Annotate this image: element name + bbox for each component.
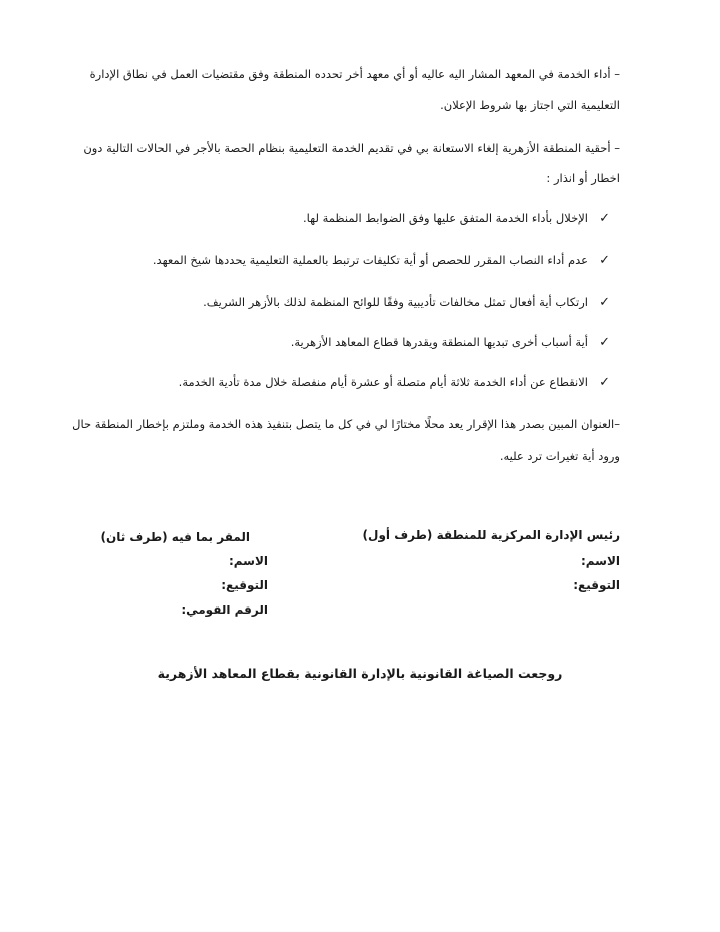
checkmark-icon: ✓: [599, 375, 610, 390]
condition-item: [110, 252, 610, 269]
condition-text: ارتكاب أية أفعال تمثل مخالفات تأديبية وفقًا للوائح المنظمة لذلك بالأزهر الشريف.: [203, 295, 588, 309]
paragraph-1-line-2: التعليمية التي اجتاز بها شروط الإعلان.: [440, 98, 620, 112]
checkmark-icon: ✓: [599, 295, 610, 310]
paragraph-1-line-1: – أداء الخدمة في المعهد المشار اليه عاليه أو أي معهد أخر تحدده المنطقة وفق مقتضيات العمل في نطاق الإدارة: [89, 67, 620, 81]
party-one-signature-label: التوقيع:: [573, 578, 620, 592]
paragraph-2-line-1: – أحقية المنطقة الأزهرية إلغاء الاستعانة بي في تقديم الخدمة التعليمية بنظام الحصة بالأجر في الحالات التالية دون: [83, 141, 620, 155]
party-one-name-label: الاسم:: [580, 554, 620, 568]
condition-item: [110, 334, 610, 351]
checkmark-icon: ✓: [599, 335, 610, 350]
condition-item: [110, 210, 610, 227]
checkmark-icon: ✓: [599, 253, 610, 268]
condition-text: عدم أداء النصاب المقرر للحصص أو أية تكليفات ترتبط بالعملية التعليمية يحددها شيخ المعهد.: [152, 253, 588, 267]
paragraph-3-line-1: –العنوان المبين بصدر هذا الإقرار يعد محلًا مختارًا لي في كل ما يتصل بتنفيذ هذه الخدمة وملتزم بإخطار المنطقة حال: [72, 417, 620, 431]
condition-text: الانقطاع عن أداء الخدمة ثلاثة أيام متصلة أو عشرة أيام منفصلة خلال مدة تأدية الخدمة.: [178, 375, 588, 389]
party-two-national-id-label: الرقم القومي:: [181, 603, 268, 617]
party-two-name-label: الاسم:: [228, 554, 268, 568]
condition-text: الإخلال بأداء الخدمة المتفق عليها وفق الضوابط المنظمة لها.: [302, 211, 588, 225]
party-two-title: المقر بما فيه (طرف ثان): [100, 530, 250, 544]
paragraph-3-line-2: ورود أية تغيرات ترد عليه.: [499, 449, 620, 463]
paragraph-2-line-2: اخطار أو انذار :: [546, 171, 620, 185]
condition-item: [110, 294, 610, 311]
party-one-title: رئيس الإدارة المركزية للمنطقة (طرف أول): [362, 528, 620, 542]
condition-text: أية أسباب أخرى تبديها المنطقة ويقدرها قطاع المعاهد الأزهرية.: [290, 335, 588, 349]
party-two-signature-label: التوقيع:: [221, 578, 268, 592]
condition-item: [110, 374, 610, 391]
legal-review-note: روجعت الصياغة القانونية بالإدارة القانونية بقطاع المعاهد الأزهرية: [157, 666, 563, 681]
checkmark-icon: ✓: [599, 211, 610, 226]
